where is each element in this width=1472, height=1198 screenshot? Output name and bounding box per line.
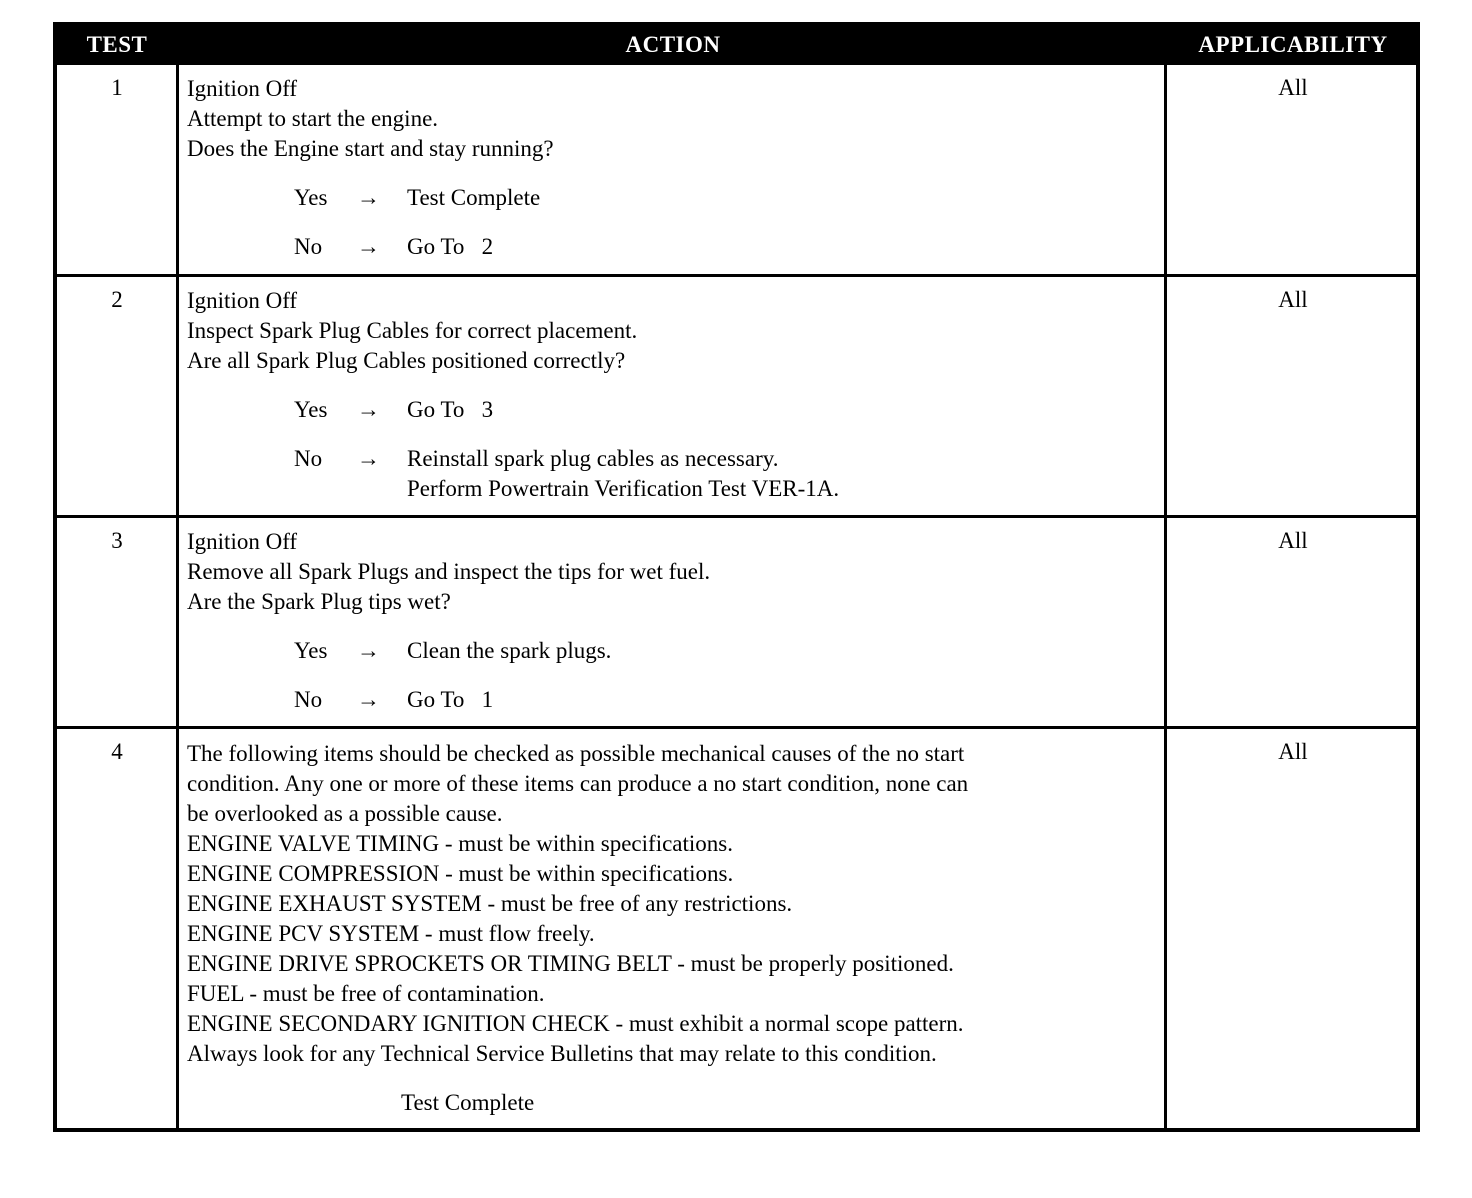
yes-branch [187, 636, 1165, 666]
header-applicability: APPLICABILITY [1198, 32, 1388, 57]
action-cell [187, 286, 1165, 504]
action-cell [187, 527, 1165, 715]
check-item: FUEL - must be free of contamination. [187, 981, 545, 1006]
yes-result: Clean the spark plugs. [407, 638, 612, 663]
yes-branch [187, 395, 1165, 425]
no-branch-continuation [187, 474, 1165, 504]
test-number: 3 [111, 528, 123, 553]
action-cell [187, 739, 1165, 1118]
arrow-right-icon: → [357, 687, 380, 712]
no-label: No [294, 234, 323, 259]
action-line: Does the Engine start and stay running? [187, 136, 554, 161]
final-result-branch [187, 1088, 1165, 1118]
check-item: ENGINE DRIVE SPROCKETS OR TIMING BELT - must be properly positioned. [187, 951, 954, 976]
no-branch [187, 685, 1165, 715]
action-line: be overlooked as a possible cause. [187, 801, 503, 826]
no-result: Go To 1 [407, 687, 494, 712]
header-test: TEST [86, 32, 148, 57]
applicability-value: All [1278, 739, 1308, 764]
table-row [57, 277, 1416, 515]
check-item: ENGINE COMPRESSION - must be within specifications. [187, 861, 734, 886]
check-item: ENGINE EXHAUST SYSTEM - must be free of any restrictions. [187, 891, 793, 916]
diagnostic-test-table [53, 22, 1420, 1132]
test-number: 4 [111, 739, 123, 764]
no-result: Reinstall spark plug cables as necessary. [407, 446, 779, 471]
test-number: 1 [111, 75, 123, 100]
table-row [57, 518, 1416, 726]
check-item: ENGINE VALVE TIMING - must be within specifications. [187, 831, 733, 856]
check-item: ENGINE SECONDARY IGNITION CHECK - must exhibit a normal scope pattern. [187, 1011, 964, 1036]
no-result: Go To 2 [407, 234, 494, 259]
applicability-value: All [1278, 287, 1308, 312]
no-result-line-2: Perform Powertrain Verification Test VER-1A. [407, 476, 840, 501]
action-line: The following items should be checked as possible mechanical causes of the no start [187, 741, 965, 766]
table-row [57, 65, 1416, 274]
action-line: Attempt to start the engine. [187, 106, 439, 131]
arrow-right-icon: → [357, 185, 380, 210]
final-result: Test Complete [401, 1090, 535, 1115]
action-line: Are all Spark Plug Cables positioned correctly? [187, 348, 626, 373]
table-header-row [57, 26, 1416, 65]
yes-label: Yes [294, 185, 328, 210]
table-row [57, 729, 1416, 1129]
applicability-value: All [1278, 528, 1308, 553]
arrow-right-icon: → [357, 446, 380, 471]
arrow-right-icon: → [357, 638, 380, 663]
header-action: ACTION [625, 32, 721, 57]
action-line: Inspect Spark Plug Cables for correct placement. [187, 318, 638, 343]
action-line: condition. Any one or more of these items can produce a no start condition, none can [187, 771, 969, 796]
action-line: Ignition Off [187, 76, 298, 101]
action-line: Are the Spark Plug tips wet? [187, 589, 451, 614]
action-line: Ignition Off [187, 529, 298, 554]
no-branch [187, 232, 1165, 262]
no-branch [187, 444, 1165, 474]
applicability-value: All [1278, 75, 1308, 100]
yes-branch [187, 183, 1165, 213]
arrow-right-icon: → [357, 234, 380, 259]
action-cell [187, 74, 1165, 262]
yes-label: Yes [294, 397, 328, 422]
action-line: Ignition Off [187, 288, 298, 313]
yes-result: Test Complete [407, 185, 541, 210]
action-line: Remove all Spark Plugs and inspect the tips for wet fuel. [187, 559, 711, 584]
arrow-right-icon: → [357, 397, 380, 422]
test-number: 2 [111, 287, 123, 312]
no-label: No [294, 687, 323, 712]
action-line: Always look for any Technical Service Bulletins that may relate to this condition. [187, 1041, 937, 1066]
no-label: No [294, 446, 323, 471]
yes-result: Go To 3 [407, 397, 494, 422]
check-item: ENGINE PCV SYSTEM - must flow freely. [187, 921, 595, 946]
yes-label: Yes [294, 638, 328, 663]
